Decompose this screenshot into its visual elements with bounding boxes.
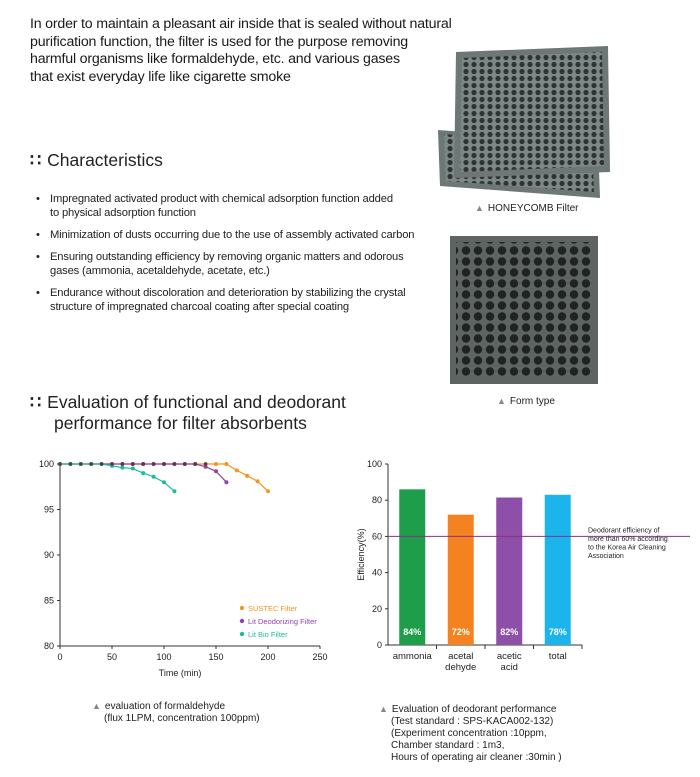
y-tick-label: 90	[43, 550, 54, 560]
honeycomb-caption	[475, 203, 578, 214]
legend-label: Lit Bio Filter	[248, 630, 288, 639]
x-tick-label: 0	[57, 652, 63, 662]
evaluation-heading	[30, 392, 346, 434]
legend-label: Lit Deodorizing Filter	[248, 617, 317, 626]
heading-title: Characteristics	[47, 150, 163, 170]
data-point	[152, 475, 156, 479]
data-point	[141, 462, 145, 466]
y-tick-label: 80	[371, 495, 382, 506]
data-point	[58, 462, 62, 466]
data-point	[245, 474, 249, 478]
y-axis-label: Efficiency(%)	[356, 528, 366, 581]
intro-line: that exist everyday life like cigarette smoke	[30, 68, 291, 85]
bullet-line: • Endurance without discoloration and deterioration by stabilizing the crystal	[50, 287, 406, 299]
data-point	[89, 462, 93, 466]
x-tick-label: acid	[500, 662, 518, 673]
x-tick-label: total	[548, 651, 567, 662]
data-point	[120, 466, 124, 470]
bar	[399, 489, 425, 645]
data-point	[141, 471, 145, 475]
data-point	[131, 462, 135, 466]
caption-line: Evaluation of deodorant performance	[391, 704, 557, 715]
caption-line: (Experiment concentration :10ppm,	[391, 728, 547, 739]
bar	[545, 495, 571, 645]
bullet-line: to physical adsorption function	[50, 207, 196, 219]
heading-title-line1: Evaluation of functional and deodorant	[47, 392, 346, 412]
caption-text: Form type	[509, 396, 555, 407]
bullet-line: • Minimization of dusts occurring due to the use of assembly activated carbon	[50, 229, 415, 241]
x-tick-label: acetal	[448, 651, 474, 662]
data-point	[173, 462, 177, 466]
honeycomb-filter-photo	[430, 40, 630, 200]
intro-line: purification function, the filter is used for the purpose removing	[30, 33, 408, 50]
data-point	[193, 462, 197, 466]
form-type-photo	[448, 234, 600, 386]
data-point	[162, 480, 166, 484]
data-point	[100, 462, 104, 466]
data-point	[224, 462, 228, 466]
x-tick-label: 200	[260, 652, 276, 662]
characteristics-list	[36, 192, 436, 322]
reference-label: more than 60% according	[588, 535, 668, 543]
list-item	[36, 228, 436, 242]
x-tick-label: 150	[208, 652, 224, 662]
y-tick-label: 80	[43, 641, 54, 651]
bar-label: 84%	[403, 627, 422, 637]
x-axis-label: Time (min)	[158, 668, 202, 678]
y-tick-label: 85	[43, 595, 54, 606]
line-chart-caption	[92, 700, 260, 725]
series-line	[60, 464, 268, 491]
bar-label: 78%	[548, 627, 567, 637]
bar	[496, 497, 522, 645]
bullet-line: • Ensuring outstanding efficiency by removing organic matters and odorous	[50, 251, 404, 263]
bullet-line: gases (ammonia, acetaldehyde, acetate, etc.)	[50, 265, 270, 277]
data-point	[110, 462, 114, 466]
data-point	[266, 489, 270, 493]
y-tick-label: 0	[376, 640, 382, 650]
x-tick-label: acetic	[496, 651, 522, 662]
y-tick-label: 95	[43, 504, 54, 515]
series-line	[60, 464, 174, 491]
bullet-line: structure of impregnated charcoal coating after special coating	[50, 301, 349, 313]
y-tick-label: 100	[366, 459, 382, 469]
intro-paragraph	[30, 16, 450, 86]
data-point	[183, 462, 187, 466]
reference-label: Association	[588, 552, 624, 560]
data-point	[131, 467, 135, 471]
bar	[448, 515, 474, 645]
bullet-line: • Impregnated activated product with chemical adsorption function added	[50, 193, 393, 205]
bar-label: 72%	[451, 627, 470, 637]
legend-label: SUSTEC Filter	[248, 604, 298, 613]
bar-label: 82%	[500, 627, 519, 637]
legend-marker	[240, 606, 244, 610]
data-point	[235, 468, 239, 472]
heading-prefix: ∷	[30, 392, 42, 412]
intro-line: harmful organisms like formaldehyde, etc. and various gases	[30, 51, 400, 67]
caption-line: (flux 1LPM, concentration 100ppm)	[104, 713, 260, 724]
intro-line: In order to maintain a pleasant air inside that is sealed without natural	[30, 16, 452, 32]
x-tick-label: 50	[106, 652, 118, 662]
list-item	[36, 192, 436, 220]
data-point	[214, 469, 218, 473]
caption-line: evaluation of formaldehyde	[104, 701, 225, 712]
caption-text: HONEYCOMB Filter	[487, 203, 579, 214]
data-point	[69, 462, 73, 466]
caption-marker-icon: ▲	[475, 203, 484, 213]
x-tick-label: 250	[312, 652, 328, 662]
heading-prefix: ∷	[30, 150, 42, 170]
deodorant-bar-chart	[350, 450, 690, 680]
form-type-caption	[497, 396, 555, 407]
legend-marker	[240, 632, 244, 636]
data-point	[224, 480, 228, 484]
data-point	[214, 462, 218, 466]
x-tick-label: 100	[156, 652, 172, 662]
data-point	[79, 462, 83, 466]
formaldehyde-line-chart	[20, 450, 340, 690]
data-point	[162, 462, 166, 466]
heading-title-line2: performance for filter absorbents	[54, 413, 307, 433]
bar-chart-caption	[379, 703, 562, 764]
data-point	[256, 479, 260, 483]
y-tick-label: 20	[371, 603, 382, 614]
caption-line: Chamber standard : 1m3,	[391, 740, 505, 751]
y-tick-label: 100	[38, 459, 54, 469]
reference-label: Deodorant efficiency of	[588, 527, 660, 535]
caption-line: Hours of operating air cleaner :30min )	[391, 752, 562, 763]
characteristics-heading	[30, 150, 163, 171]
data-point	[172, 489, 176, 493]
reference-label: to the Korea Air Cleaning	[588, 544, 666, 552]
y-tick-label: 40	[371, 567, 382, 578]
y-tick-label: 60	[371, 531, 382, 542]
x-tick-label: ammonia	[392, 651, 432, 662]
data-point	[121, 462, 125, 466]
data-point	[152, 462, 156, 466]
caption-marker-icon: ▲	[379, 704, 388, 714]
legend-marker	[240, 619, 244, 623]
caption-marker-icon: ▲	[497, 396, 506, 406]
x-tick-label: dehyde	[445, 662, 477, 673]
list-item	[36, 250, 436, 278]
caption-marker-icon: ▲	[92, 701, 101, 711]
caption-line: (Test standard : SPS-KACA002-132)	[391, 716, 554, 727]
data-point	[204, 462, 208, 466]
list-item	[36, 286, 436, 314]
